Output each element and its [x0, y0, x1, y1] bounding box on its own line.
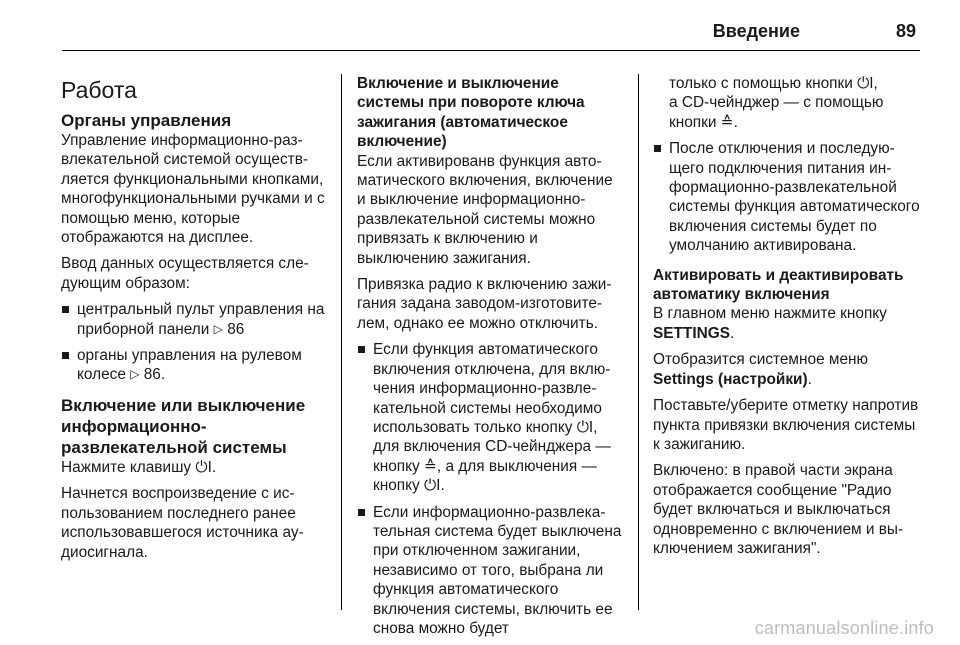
page-ref-link[interactable]: 86. — [143, 366, 166, 384]
column-divider — [638, 74, 639, 610]
list-item: Если информационно-развлекательная система будет выключена при отключенном зажигании, независимо от того, выбрана ли функция автоматического включения системы, включить ее снова можно будет — [357, 503, 625, 639]
settings-button-label: SETTINGS — [653, 324, 730, 342]
list-item: органы управления на рулевом колесе ▷ 86. — [61, 346, 329, 385]
column-middle — [357, 74, 625, 645]
bullet-list — [653, 139, 923, 255]
column-divider — [341, 74, 342, 610]
list-item: После отключения и последующего подключения питания информационно-развлекательной системы функция автоматического включения системы будет по умолчанию активирована. — [653, 139, 923, 255]
column-right — [653, 74, 923, 565]
column-left — [61, 68, 329, 569]
section-heading-toggle-auto: Активировать и деактивировать автоматику включения — [653, 266, 904, 304]
bullet-list — [61, 300, 329, 385]
paragraph: Управление информационно-развлекательной системой осуществляется функциональными кнопками, многофункциональными ручками и с помощью меню, которые отображаются на дисплее. — [61, 132, 325, 247]
page-number: 89 — [895, 21, 916, 41]
list-item-continuation: только с помощью кнопки ⏻I, а CD-чейнджер — с помощью кнопки ≙. — [669, 75, 884, 131]
paragraph: Отобразится системное меню Settings (настройки). — [653, 351, 869, 388]
list-item: Если функция автоматического включения отключена, для включения информационно-развлекательной системы необходимо использовать только кнопку ⏻I, для включения CD-чейнджера — кнопку ≙, а для выключения — кнопку ⏻I. — [357, 340, 625, 495]
settings-menu-label: Settings (настройки) — [653, 370, 808, 388]
paragraph: Начнется воспроизведение с использованием последнего ранее использовавшегося источника аудиосигнала. — [61, 485, 304, 561]
list-item: центральный пульт управления на приборной панели ▷ 86 — [61, 300, 329, 339]
paragraph: В главном меню нажмите кнопку SETTINGS. — [653, 305, 887, 342]
paragraph: Ввод данных осуществляется следующим образом: — [61, 255, 309, 292]
paragraph: Нажмите клавишу ⏻I. — [61, 458, 217, 476]
section-heading-controls: Органы управления — [61, 111, 232, 130]
paragraph: Привязка радио к включению зажигания задана заводом-изготовителем, однако ее можно отключить. — [357, 276, 612, 332]
section-name: Введение — [712, 21, 800, 41]
page-title: Работа — [61, 77, 137, 103]
page-ref-icon[interactable]: ▷ — [130, 367, 140, 382]
section-heading-auto-on: Включение и выключение системы при повороте ключа зажигания (автоматическое включение) — [357, 75, 585, 151]
page-ref-icon[interactable]: ▷ — [213, 321, 223, 336]
paragraph: Поставьте/уберите отметку напротив пункта привязки включения системы к зажиганию. — [653, 397, 919, 453]
paragraph: Если активированв функция автоматического включения, включение и выключение информационно-развлекательной системы можно привязать к включению и выключению зажигания. — [357, 152, 613, 267]
watermark: carmanualsonline.info — [754, 618, 934, 638]
page-ref-link[interactable]: 86 — [227, 320, 245, 338]
bullet-list — [357, 340, 625, 638]
page-header — [62, 0, 920, 51]
paragraph: Включено: в правой части экрана отображается сообщение "Радио будет включаться и выключаться одновременно с включением и выключением зажигания". — [653, 462, 904, 557]
section-heading-power: Включение или выключение информационно-развлекательной системы — [61, 395, 306, 457]
